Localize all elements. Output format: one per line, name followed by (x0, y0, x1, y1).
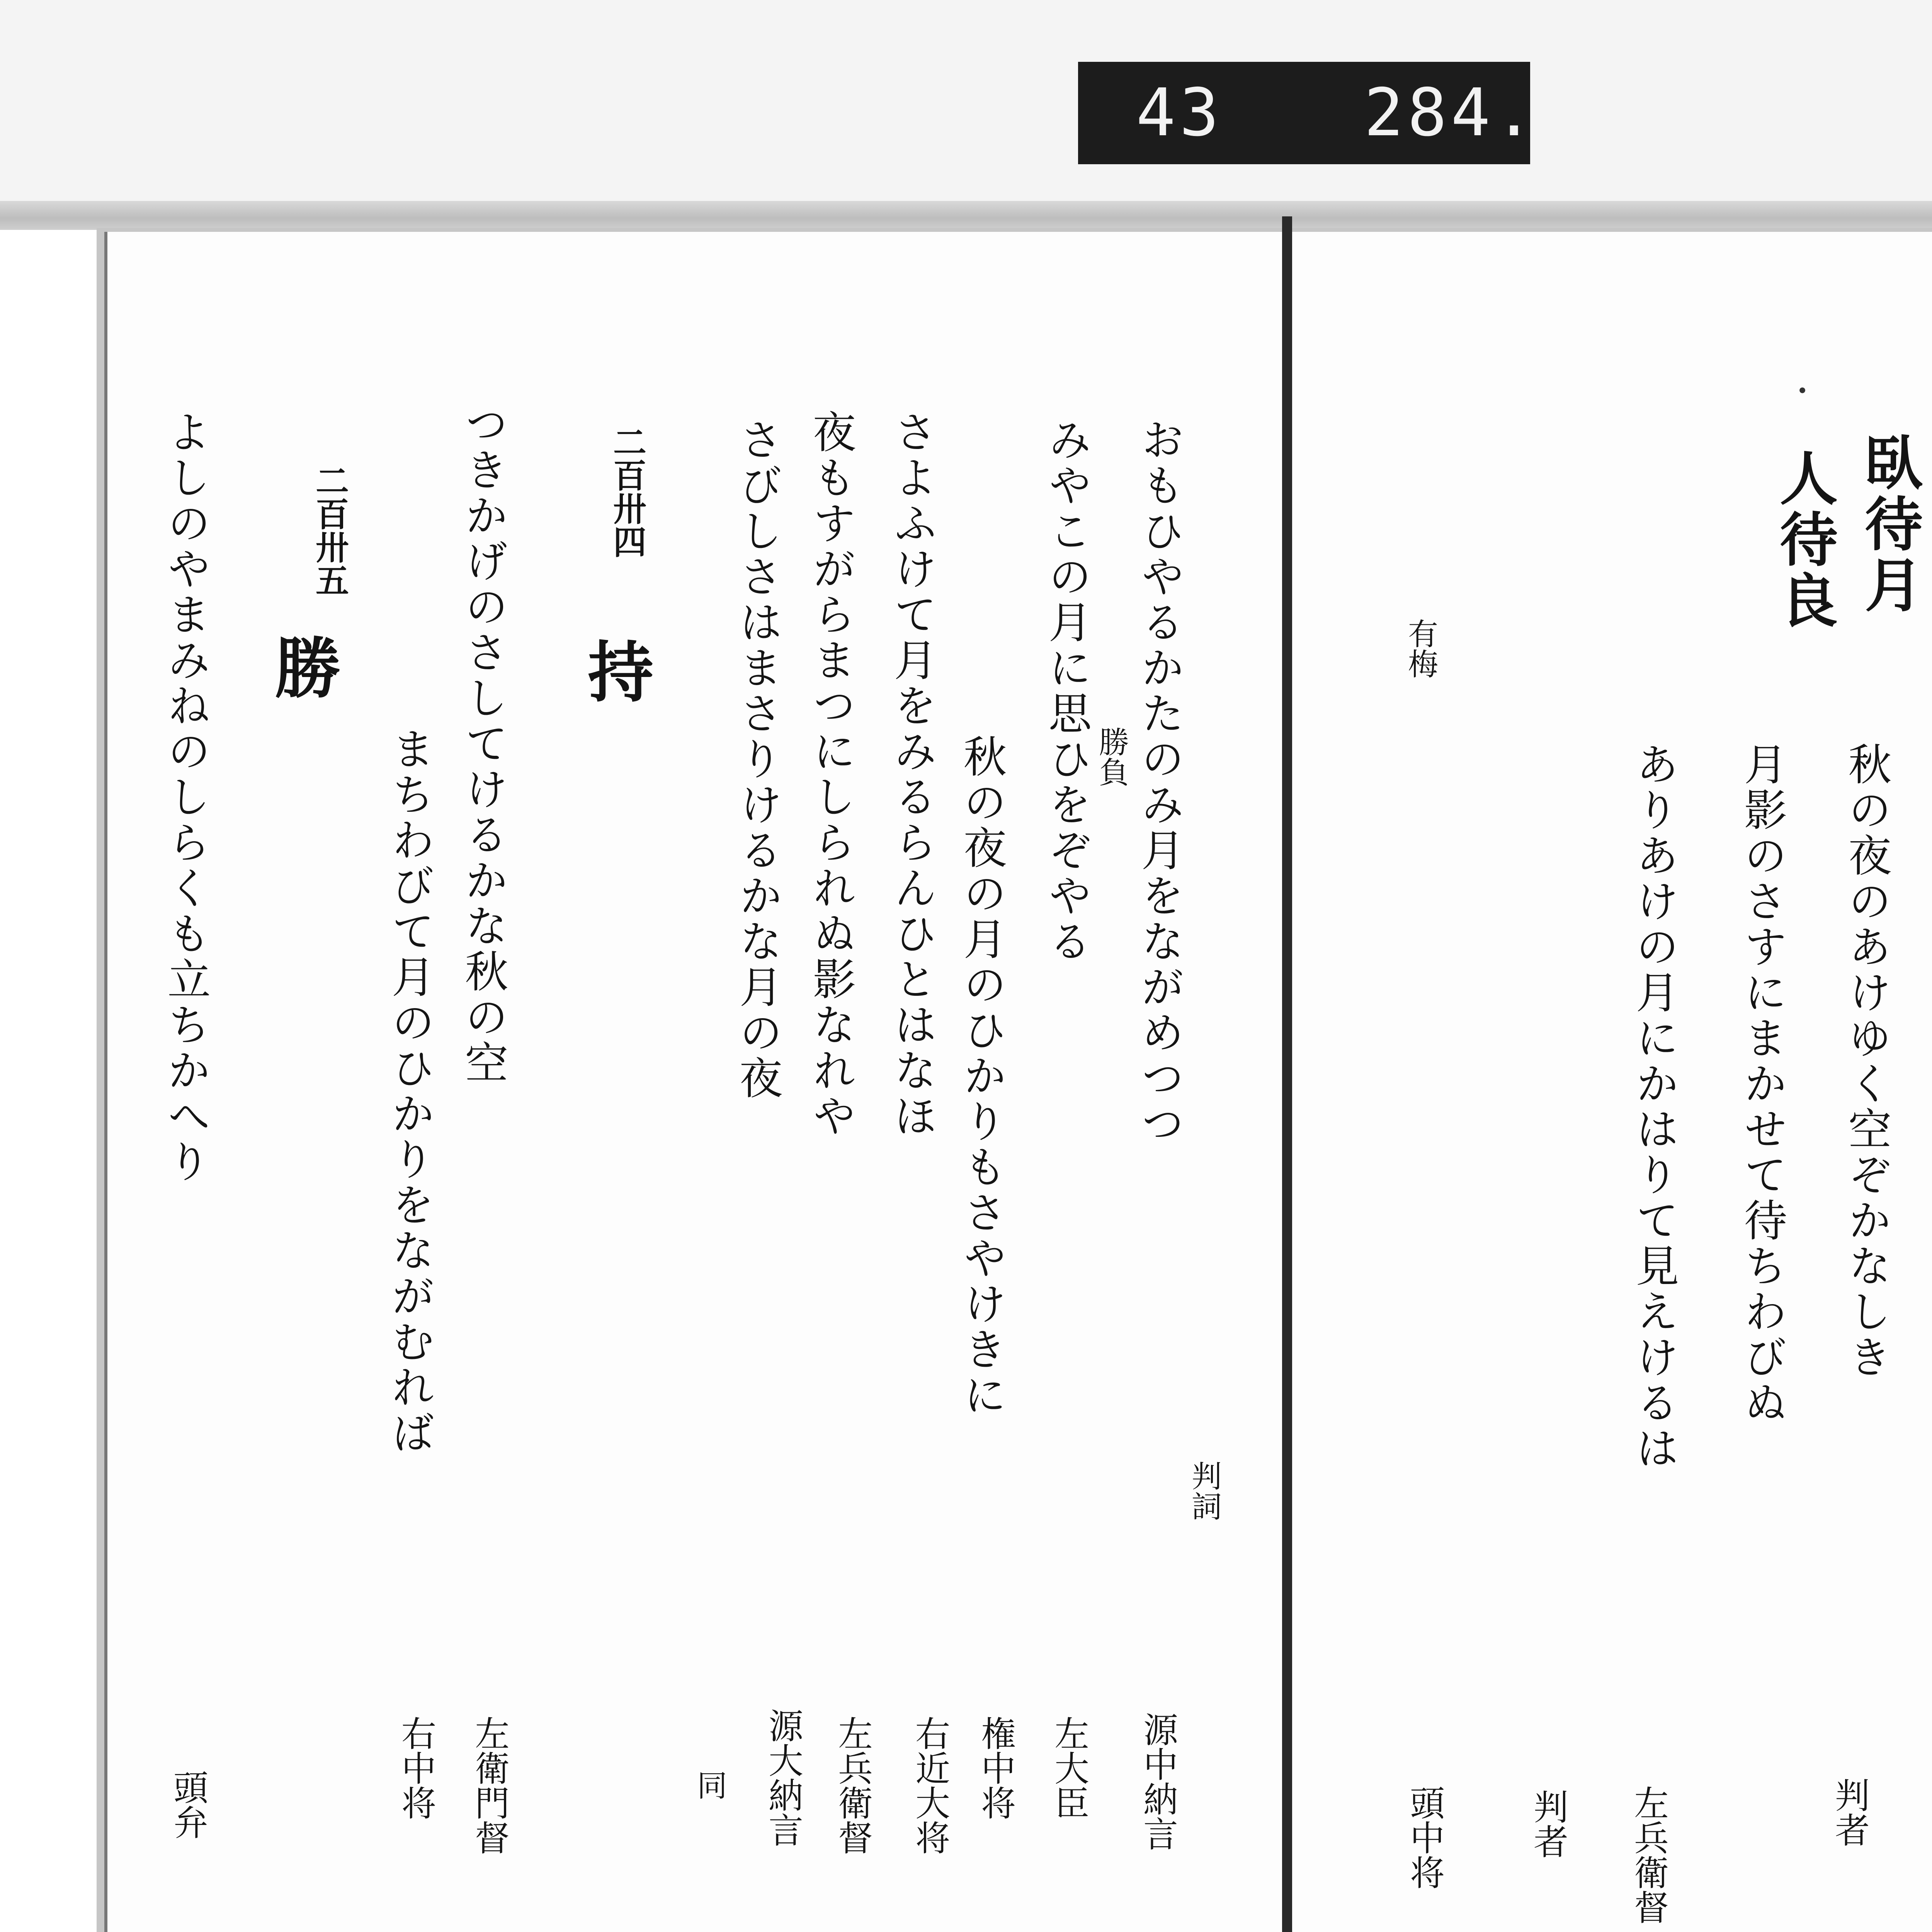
topic-heading: 人待良 (1770, 448, 1838, 631)
judgement-mark: 勝 (264, 634, 341, 699)
verse-column: みやこの月に思ひをぞやる (1041, 417, 1092, 964)
poet-name: 右中将 (395, 1716, 436, 1820)
page-number: 284. (1364, 75, 1538, 151)
poet-name: 左兵衛督 (1628, 1785, 1668, 1924)
verse-column: よしのやまみねのしらくも立ちかへり (160, 410, 211, 1185)
verse-column: ありあけの月にかはりて見えけるは (1629, 742, 1679, 1471)
side-note: 判詞 (1187, 1461, 1221, 1521)
poet-name: 左大臣 (1048, 1716, 1089, 1820)
poet-name: 頭弁 (167, 1770, 208, 1839)
book-gutter (1282, 216, 1292, 1932)
poem-number: 二百卅五 (310, 464, 349, 597)
poet-name: 頭中将 (1404, 1785, 1444, 1889)
poet-name: 判者 (1527, 1789, 1568, 1859)
verse-column: おもひやるかたのみ月をながめつつ (1134, 417, 1184, 1147)
verse-column: 月影のさすにまかせて待ちわびぬ (1737, 742, 1787, 1426)
verse-column: さよふけて月をみるらんひとはなほ (887, 410, 937, 1139)
scan-label-plate (1078, 62, 1538, 164)
ink-dot: ・ (1782, 375, 1818, 406)
volume-number: 43 (1136, 75, 1223, 151)
judgement-mark: 持 (577, 638, 654, 703)
poet-name: 権中将 (975, 1716, 1015, 1820)
poet-name: 左兵衛督 (832, 1716, 872, 1855)
verse-column: 秋の夜の月のひかりもさやけきに (956, 734, 1007, 1418)
verse-column: さびしさはまさりけるかな月の夜 (732, 417, 782, 1101)
verse-column: 夜もすがらまつにしられぬ影なれや (806, 410, 856, 1139)
verse-column: 秋の夜のあけゆく空ぞかなしき (1841, 742, 1891, 1380)
scanner-rail (0, 201, 1932, 230)
poet-name: 源中納言 (1137, 1712, 1178, 1851)
poet-name: 判者 (1829, 1777, 1869, 1847)
poem-number: 二百卅四 (607, 425, 646, 558)
side-note: 同 (692, 1770, 727, 1800)
poet-name: 左衛門督 (469, 1716, 509, 1855)
topic-note: 有梅 (1403, 618, 1438, 679)
topic-heading: 臥待月 (1855, 433, 1923, 616)
poet-name: 源大納言 (762, 1708, 803, 1847)
scanner-background (0, 0, 1932, 201)
verse-column: まちわびて月のひかりをながむれば (384, 726, 435, 1456)
side-note: 勝負 (1094, 726, 1129, 787)
poet-name: 右近大将 (909, 1716, 950, 1855)
left-page (104, 232, 1283, 1932)
verse-column: つきかげのさしてけるかな秋の空 (458, 402, 508, 1086)
